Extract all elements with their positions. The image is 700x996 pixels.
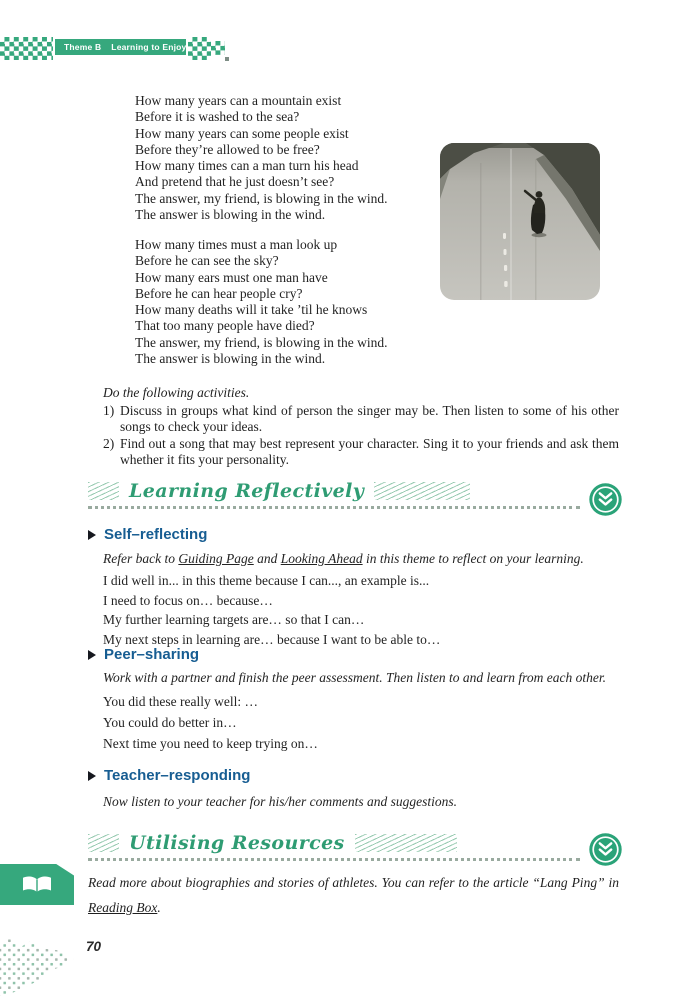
song-verse-2 <box>135 237 388 367</box>
banner-learning-reflectively <box>88 477 620 509</box>
song-verse-1 <box>135 93 388 223</box>
section-heading: Peer–sharing <box>104 646 200 663</box>
prompt-line: My further learning targets are… so that I can… <box>103 612 365 627</box>
guiding-page-reference: Guiding Page <box>178 551 254 566</box>
reading-tab <box>0 864 74 905</box>
activity-item <box>103 403 619 436</box>
section-instruction: Now listen to your teacher for his/her comments and suggestions. <box>103 794 457 809</box>
instruction-text: in this theme to reflect on your learning. <box>362 551 584 566</box>
banner-title: Utilising Resources <box>129 831 345 854</box>
section-instruction <box>103 548 609 569</box>
lyric-line: How many ears must one man have <box>135 269 328 285</box>
prompt-line: You could do better in… <box>103 714 237 730</box>
page-number: 70 <box>86 939 102 954</box>
lyric-line: How many years can some people exist <box>135 125 349 141</box>
prompt-line: Next time you need to keep trying on… <box>103 735 318 751</box>
road-photo-illustration <box>440 143 600 300</box>
banner-utilising-resources <box>88 829 620 861</box>
checker-pattern-left <box>0 37 53 60</box>
section-heading: Teacher–responding <box>104 767 251 784</box>
section-teacher-responding <box>88 767 620 814</box>
activity-item <box>103 436 619 469</box>
hatch-decoration <box>88 834 119 852</box>
banner-title: Learning Reflectively <box>129 479 365 502</box>
triangle-right-icon <box>88 650 96 660</box>
checker-pattern-right-small <box>211 41 225 55</box>
lyric-line: Before he can see the sky? <box>135 253 279 269</box>
instruction-text: Refer back to <box>103 551 179 566</box>
activities-block <box>103 385 619 469</box>
section-peer-sharing <box>88 646 620 754</box>
instruction-text: and <box>253 551 281 566</box>
activity-number: 1) <box>103 402 115 418</box>
lyric-line: How many times must a man look up <box>135 237 338 252</box>
lyric-line: How many times can a man turn his head <box>135 158 359 174</box>
header-dot <box>225 57 229 61</box>
lyric-line: The answer is blowing in the wind. <box>135 351 326 367</box>
triangle-right-icon <box>88 530 96 540</box>
lyric-line: The answer, my friend, is blowing in the wind. <box>135 190 388 206</box>
lyric-line: Before they’re allowed to be free? <box>135 141 320 157</box>
resources-note <box>88 871 619 920</box>
looking-ahead-reference: Looking Ahead <box>280 551 363 566</box>
double-chevron-down-icon <box>589 833 622 866</box>
lyric-line: The answer, my friend, is blowing in the wind. <box>135 334 388 350</box>
open-book-icon <box>20 875 54 895</box>
prompt-line: You did these really well: … <box>103 693 258 709</box>
lyric-line: And pretend that he just doesn’t see? <box>135 174 335 190</box>
theme-label: Theme B <box>64 42 102 52</box>
checker-pattern-right <box>188 37 211 60</box>
triangle-right-icon <box>88 771 96 781</box>
note-text: . <box>157 899 161 915</box>
prompt-line: I need to focus on… because… <box>103 592 273 608</box>
section-self-reflecting <box>88 526 620 649</box>
double-chevron-down-icon <box>589 483 622 516</box>
hatch-decoration <box>88 482 119 500</box>
activity-text: Discuss in groups what kind of person the singer may be. Then listen to some of his other songs to check your ideas. <box>120 402 619 435</box>
lyric-line: Before he can hear people cry? <box>135 285 303 301</box>
section-instruction: Work with a partner and finish the peer assessment. Then listen to and learn from each other. <box>103 670 606 685</box>
dotted-rule <box>88 506 580 509</box>
lyric-line: That too many people have died? <box>135 318 315 334</box>
section-heading: Self–reflecting <box>104 526 208 543</box>
theme-title: Learning to Enjoy <box>111 42 187 52</box>
lyric-line: How many deaths will it take ’til he knows <box>135 302 368 318</box>
prompt-line: I did well in... in this theme because I can..., an example is... <box>103 573 430 588</box>
activity-number: 2) <box>103 435 115 451</box>
dot-pattern-bottom-left <box>0 922 86 996</box>
activity-text: Find out a song that may best represent your character. Sing it to your friends and ask them whether it fits your personality. <box>120 435 619 468</box>
section-heading-row <box>88 526 620 543</box>
reading-box-reference: Reading Box <box>88 899 158 915</box>
lyric-line: How many years can a mountain exist <box>135 93 342 108</box>
hatch-decoration <box>355 834 457 852</box>
prompt-line: My next steps in learning are… because I want to be able to… <box>103 631 441 647</box>
section-prompt-lines <box>103 571 620 649</box>
lyric-line: Before it is washed to the sea? <box>135 109 300 125</box>
note-text: Read more about biographies and stories of athletes. You can refer to the article “Lang Ping” in <box>88 875 619 890</box>
dotted-rule <box>88 858 580 861</box>
section-prompt-lines <box>103 691 620 754</box>
section-heading-row <box>88 646 620 663</box>
lyric-line: The answer is blowing in the wind. <box>135 207 326 223</box>
hatch-decoration <box>374 482 470 500</box>
section-heading-row <box>88 767 620 784</box>
theme-header-bar <box>55 39 186 55</box>
photo-motorcyclist-on-road <box>440 143 600 300</box>
activities-intro: Do the following activities. <box>103 385 250 400</box>
